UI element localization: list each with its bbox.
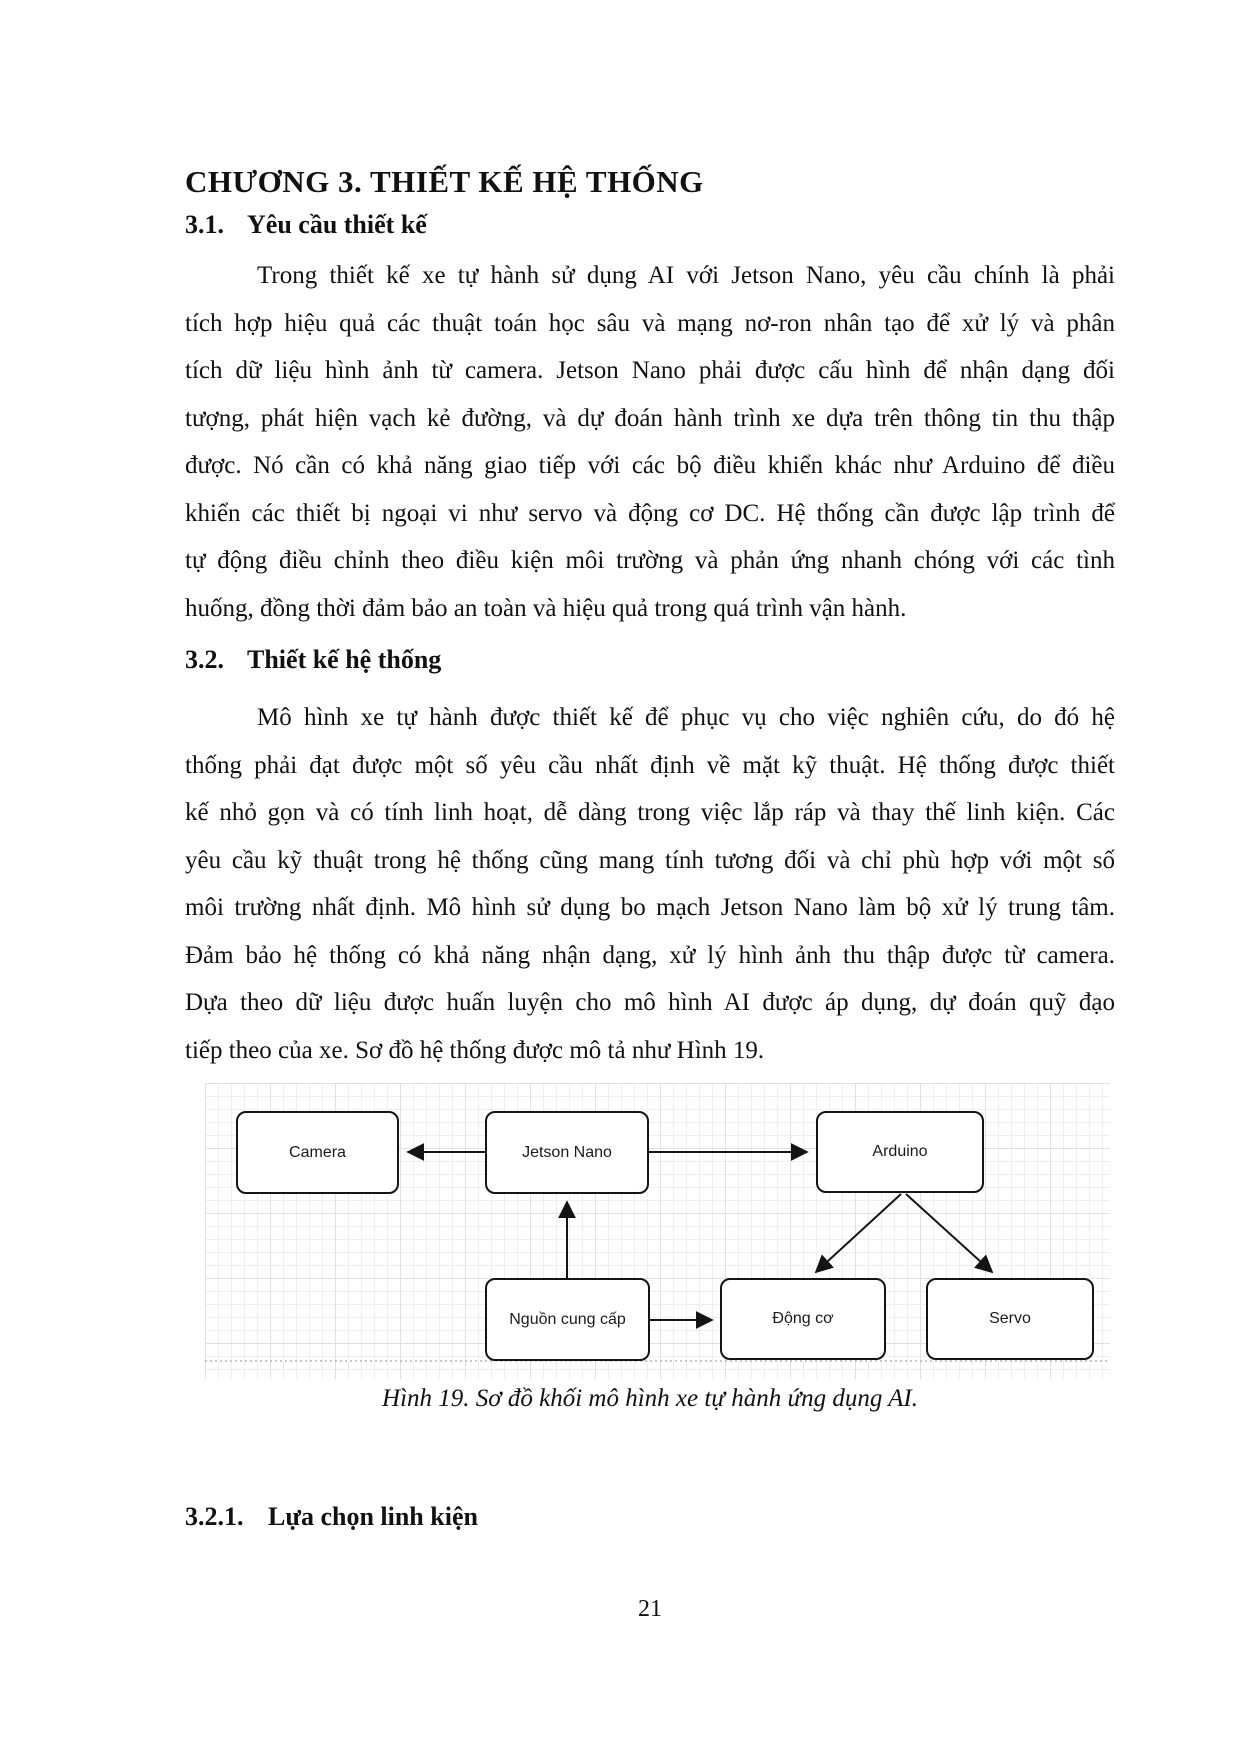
paragraph-line: Dựa theo dữ liệu được huấn luyện cho mô hình AI được áp dụng, dự đoán quỹ đạo bbox=[185, 989, 1115, 1016]
section-number: 3.2.1. bbox=[185, 1502, 244, 1531]
paragraph-3-1 bbox=[185, 252, 1115, 632]
paragraph-line: tượng, phát hiện vạch kẻ đường, và dự đoán hành trình xe dựa trên thông tin thu thập bbox=[185, 404, 1115, 432]
paragraph-line: thống phải đạt được một số yêu cầu nhất định về mặt kỹ thuật. Hệ thống được thiết bbox=[185, 751, 1115, 779]
paragraph-3-2 bbox=[185, 694, 1115, 1074]
paragraph-line: Mô hình xe tự hành được thiết kế để phục vụ cho việc nghiên cứu, do đó hệ bbox=[257, 704, 1115, 731]
section-number: 3.2. bbox=[185, 645, 224, 674]
node-servo: Servo bbox=[926, 1278, 1094, 1360]
figure-caption: Hình 19. Sơ đồ khối mô hình xe tự hành ứng dụng AI. bbox=[382, 1385, 918, 1412]
node-camera: Camera bbox=[236, 1111, 399, 1194]
section-title: Yêu cầu thiết kế bbox=[247, 210, 427, 239]
paragraph-line: tiếp theo của xe. Sơ đồ hệ thống được mô tả như Hình 19. bbox=[185, 1036, 765, 1064]
paragraph-line: khiển các thiết bị ngoại vi như servo và động cơ DC. Hệ thống cần được lập trình để bbox=[185, 499, 1115, 527]
paragraph-line: huống, đồng thời đảm bảo an toàn và hiệu quả trong quá trình vận hành. bbox=[185, 594, 907, 622]
page-number: 21 bbox=[638, 1596, 662, 1622]
section-title: Lựa chọn linh kiện bbox=[268, 1502, 478, 1531]
section-number: 3.1. bbox=[185, 210, 224, 239]
node-arduino: Arduino bbox=[816, 1111, 984, 1193]
paragraph-line: Đảm bảo hệ thống có khả năng nhận dạng, xử lý hình ảnh thu thập được từ camera. bbox=[185, 941, 1115, 969]
section-3-2-heading bbox=[185, 645, 1115, 675]
paragraph-line: Trong thiết kế xe tự hành sử dụng AI với Jetson Nano, yêu cầu chính là phải bbox=[257, 262, 1115, 289]
paragraph-line: kế nhỏ gọn và có tính linh hoạt, dễ dàng trong việc lắp ráp và thay thế linh kiện. Các bbox=[185, 799, 1115, 826]
node-jetson-nano: Jetson Nano bbox=[485, 1111, 649, 1194]
paragraph-line: tích hợp hiệu quả các thuật toán học sâu và mạng nơ-ron nhân tạo để xử lý và phân bbox=[185, 309, 1115, 337]
paragraph-line: tích dữ liệu hình ảnh từ camera. Jetson Nano phải được cấu hình để nhận dạng đối bbox=[185, 357, 1115, 384]
section-3-1-heading bbox=[185, 210, 1115, 240]
paragraph-line: yêu cầu kỹ thuật trong hệ thống cũng mang tính tương đối và chỉ phù hợp với một số bbox=[185, 846, 1115, 874]
section-3-2-1-heading bbox=[185, 1502, 1115, 1532]
paragraph-line: được. Nó cần có khả năng giao tiếp với các bộ điều khiển khác như Arduino để điều bbox=[185, 452, 1115, 479]
paragraph-line: môi trường nhất định. Mô hình sử dụng bo mạch Jetson Nano làm bộ xử lý trung tâm. bbox=[185, 894, 1115, 921]
chapter-title: CHƯƠNG 3. THIẾT KẾ HỆ THỐNG bbox=[185, 163, 704, 199]
node-dc-motor: Động cơ bbox=[720, 1278, 886, 1360]
node-power-supply: Nguồn cung cấp bbox=[485, 1278, 650, 1361]
section-title: Thiết kế hệ thống bbox=[247, 645, 442, 674]
paragraph-line: tự động điều chỉnh theo điều kiện môi trường và phản ứng nhanh chóng với các tình bbox=[185, 547, 1115, 574]
block-diagram bbox=[205, 1083, 1110, 1379]
